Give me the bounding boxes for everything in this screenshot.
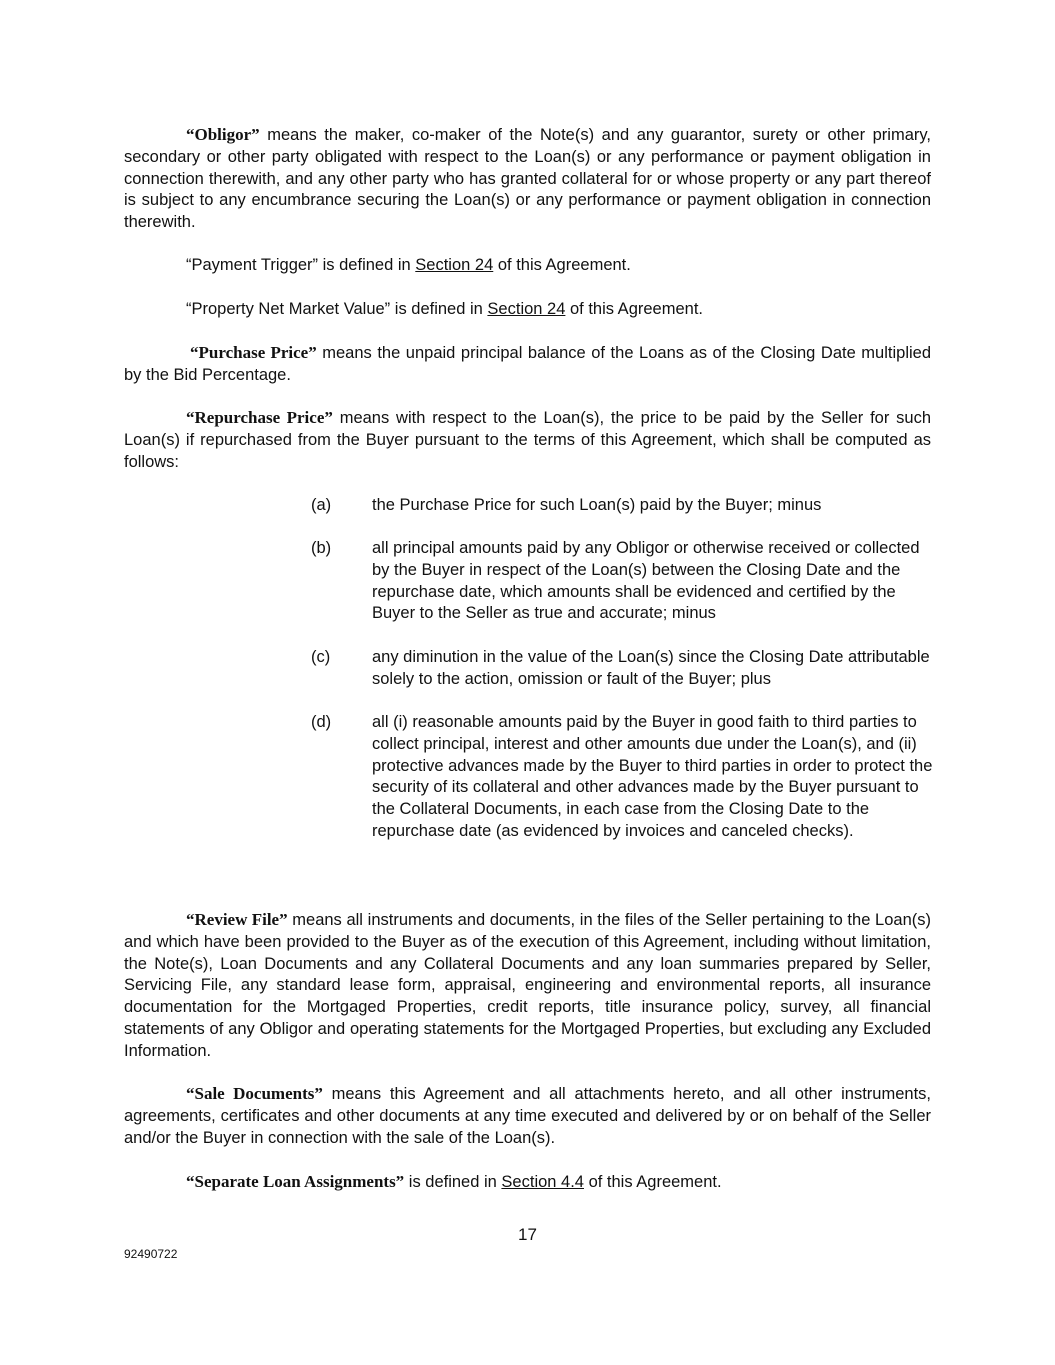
definition-text: is defined in	[404, 1173, 502, 1191]
document-id: 92490722	[124, 1247, 178, 1261]
definition-text: is defined in	[318, 256, 416, 274]
definition-text: means the unpaid principal balance of the Loans as of the Closing Date multiplied by the Bid Percentage.	[124, 344, 931, 384]
definition-text: of this Agreement.	[583, 1173, 722, 1191]
definition-text: is defined in	[390, 300, 488, 318]
definition-payment-trigger	[124, 255, 931, 277]
defined-term: “Obligor”	[186, 125, 260, 144]
section-reference: Section 24	[487, 300, 566, 318]
definition-text: means with respect to the Loan(s), the price to be paid by the Seller for such Loan(s) if repurchased from the Buyer pursuant to the terms of this Agreement, which shall be computed as follows:	[124, 409, 932, 471]
list-item-text: the Purchase Price for such Loan(s) paid by the Buyer; minus	[372, 496, 822, 514]
definition-text: of this Agreement.	[493, 256, 631, 274]
section-reference: Section 4.4	[501, 1173, 584, 1191]
definition-purchase-price	[124, 342, 931, 387]
list-item-text: all principal amounts paid by any Obligor or otherwise received or collected by the Buyer in respect of the Loan(s) between the Closing Date and the repurchase date, which amounts shall be evidenced and certified by the Buyer to the Seller as true and accurate; minus	[372, 539, 920, 623]
section-reference: Section 24	[415, 256, 494, 274]
list-item-text: all (i) reasonable amounts paid by the Buyer in good faith to third parties to collect principal, interest and other amounts due under the Loan(s), and (ii) protective advances made by the Buyer to third parties in order to protect the security of its collateral and other advances made by the Buyer pursuant to the Collateral Documents, in each case from the Closing Date to the repurchase date (as evidenced by invoices and canceled checks).	[372, 713, 933, 840]
defined-term: “Property Net Market Value”	[186, 300, 391, 318]
definition-property-net-market-value	[124, 299, 931, 321]
definition-sale-documents	[124, 1083, 931, 1149]
definition-separate-loan-assignments	[124, 1171, 931, 1194]
list-item-label: (d)	[311, 713, 332, 731]
list-item-text: any diminution in the value of the Loan(s) since the Closing Date attributable solely to the action, omission or fault of the Buyer; plus	[372, 648, 930, 688]
definition-text: of this Agreement.	[565, 300, 703, 318]
definition-repurchase-price	[124, 407, 931, 473]
definition-text: means this Agreement and all attachments hereto, and all other instruments, agreements, certificates and other documents at any time executed and delivered by or on behalf of the Seller and/or the Buyer in connection with the sale of the Loan(s).	[124, 1085, 931, 1147]
defined-term: “Review File”	[186, 910, 288, 929]
defined-term: “Separate Loan Assignments”	[186, 1172, 405, 1191]
defined-term: “Sale Documents”	[186, 1084, 323, 1103]
list-item-label: (b)	[311, 539, 332, 557]
definition-obligor	[124, 124, 931, 234]
definition-review-file	[124, 909, 931, 1063]
definition-text: means all instruments and documents, in the files of the Seller pertaining to the Loan(s) and which have been provided to the Buyer as of the execution of this Agreement, including without limitation, the Note(s), Loan Documents and any Collateral Documents and any loan summaries prepared by Seller, Servicing File, any standard lease form, appraisal, engineering and environmental reports, all insurance documentation for the Mortgaged Properties, credit reports, title insurance policy, survey, all financial statements of any Obligor and operating statements for the Mortgaged Properties, but excluding any Excluded Information.	[124, 911, 931, 1060]
defined-term: “Purchase Price”	[190, 343, 317, 362]
list-item-label: (c)	[311, 648, 331, 666]
defined-term: “Payment Trigger”	[186, 256, 319, 274]
list-item-label: (a)	[311, 496, 332, 514]
defined-term: “Repurchase Price”	[186, 408, 333, 427]
page-number: 17	[518, 1225, 537, 1244]
definition-text: means the maker, co-maker of the Note(s) and any guarantor, surety or other primary, secondary or other party obligated with respect to the Loan(s) or any performance or payment obligation in connection therewith, and any other party who has granted collateral for or whose property or any part thereof is subject to any encumbrance securing the Loan(s) or any performance or payment obligation in connection therewith.	[124, 126, 931, 232]
